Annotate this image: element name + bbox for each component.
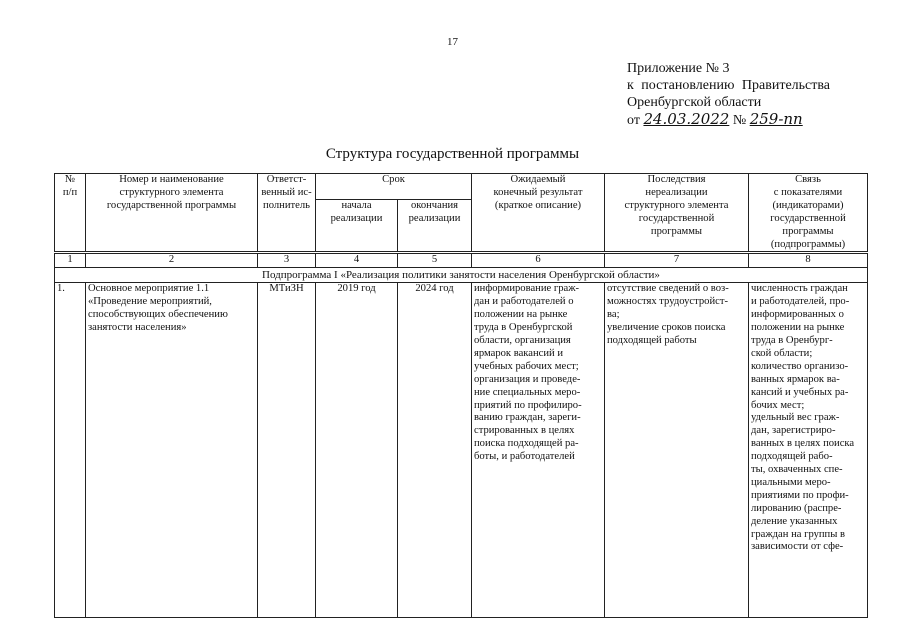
- text-line: государственной: [638, 212, 715, 224]
- text-line: информированных о: [751, 309, 844, 321]
- text-line: ской области;: [751, 347, 813, 359]
- text-line: п/п: [62, 186, 78, 198]
- row-indicators: [749, 283, 868, 617]
- text-line: ние специальных меро-: [474, 386, 581, 398]
- text-line: организация и проведе-: [474, 373, 581, 385]
- row-responsible: МТиЗН: [258, 283, 316, 617]
- text-line: Основное мероприятие 1.1: [88, 283, 210, 295]
- text-line: боты, и работодателей: [474, 451, 575, 463]
- text-line: (краткое описание): [494, 199, 582, 211]
- column-number: 6: [472, 253, 605, 268]
- column-number: 3: [258, 253, 316, 268]
- text-line: государственной программы: [106, 199, 237, 211]
- text-line: отсутствие сведений о воз-: [607, 283, 729, 295]
- column-number: 4: [316, 253, 398, 268]
- header-name: [86, 174, 258, 253]
- row-start: 2019 год: [316, 283, 398, 617]
- text-line: с показателями: [773, 186, 843, 198]
- text-line: №: [64, 174, 76, 185]
- text-line: ванных в целях поиска: [751, 438, 855, 450]
- text-line: информирование граж-: [474, 283, 580, 295]
- row-name: [86, 283, 258, 617]
- text-line: реализации: [408, 213, 461, 225]
- column-number: 7: [605, 253, 749, 268]
- text-line: труда в Оренбургской: [474, 322, 573, 334]
- text-line: дан и работодателей о: [474, 296, 574, 308]
- text-line: поиска подходящей ра-: [474, 438, 579, 450]
- header-result: [472, 174, 605, 253]
- text-line: занятости населения»: [88, 322, 187, 334]
- text-line: и работодателей, про-: [751, 296, 850, 308]
- text-line: (подпрограммы): [770, 238, 846, 250]
- header-num: [55, 174, 86, 253]
- text-line: нереализации: [645, 186, 708, 198]
- text-line: Ответст-: [266, 174, 307, 185]
- text-line: бочих мест;: [751, 399, 805, 411]
- header-indicators: [749, 174, 868, 253]
- column-number: 1: [55, 253, 86, 268]
- text-line: увеличение сроков поиска: [607, 322, 726, 334]
- column-number: 8: [749, 253, 868, 268]
- text-line: деление указанных: [751, 515, 838, 527]
- row-result: [472, 283, 605, 617]
- text-line: дан, зарегистриро-: [751, 425, 836, 437]
- text-line: лированию (распре-: [751, 502, 842, 514]
- text-line: численность граждан: [751, 283, 848, 295]
- text-line: можностях трудоустройст-: [607, 296, 729, 308]
- text-line: приятий по профилиро-: [474, 399, 582, 411]
- text-line: положении на рынке: [751, 322, 845, 334]
- text-line: стрированных в целях: [474, 425, 575, 437]
- text-line: структурного элемента: [119, 186, 224, 198]
- handwritten-date: 24.03.2022: [643, 110, 730, 128]
- text-line: положении на рынке: [474, 309, 568, 321]
- text-line: конечный результат: [493, 186, 583, 198]
- text-line: государственной: [770, 212, 846, 224]
- text-line: ванных ярмарок ва-: [751, 373, 840, 385]
- row-end: 2024 год: [398, 283, 472, 617]
- header-start: [316, 200, 398, 253]
- program-structure-table: [54, 173, 868, 618]
- text-line: Номер и наименование: [119, 174, 224, 185]
- text-line: ва;: [607, 309, 620, 321]
- text-line: реализации: [330, 213, 383, 225]
- text-line: области, организация: [474, 334, 571, 346]
- column-number-row: [55, 253, 868, 268]
- text-line: (индикаторами): [772, 199, 844, 211]
- subprogram-title: Подпрограмма I «Реализация политики занятости населения Оренбургской области»: [55, 268, 868, 283]
- text-line: структурного элемента: [624, 199, 729, 211]
- header-consequences: [605, 174, 749, 253]
- number-prefix: №: [732, 113, 747, 128]
- annex-block: [627, 60, 830, 129]
- text-line: ванию граждан, зареги-: [474, 412, 581, 424]
- text-line: учебных рабочих мест;: [474, 360, 579, 372]
- text-line: «Проведение мероприятий,: [88, 296, 212, 308]
- text-line: граждан на группы в: [751, 528, 845, 540]
- document-title: Структура государственной программы: [325, 146, 580, 162]
- text-line: способствующих обеспечению: [88, 309, 228, 321]
- text-line: Последствия: [647, 174, 706, 185]
- column-number: 5: [398, 253, 472, 268]
- header-row-1: [55, 174, 868, 200]
- text-line: циальными меро-: [751, 476, 831, 488]
- handwritten-number: 259-пп: [749, 110, 803, 128]
- row-consequences: [605, 283, 749, 617]
- header-responsible: [258, 174, 316, 253]
- text-line: полнитель: [263, 199, 310, 211]
- text-line: Ожидаемый: [510, 174, 566, 185]
- header-end: [398, 200, 472, 253]
- text-line: зависимости от сфе-: [751, 541, 844, 553]
- date-prefix: от: [627, 113, 640, 128]
- text-line: ты, охваченных спе-: [751, 464, 843, 476]
- text-line: приятиями по профи-: [751, 489, 849, 501]
- text-line: ярмарок вакансий и: [474, 347, 564, 359]
- text-line: венный ис-: [261, 186, 312, 198]
- text-line: программы: [782, 225, 834, 237]
- text-line: программы: [650, 225, 703, 237]
- text-line: труда в Оренбург-: [751, 334, 833, 346]
- table-row: [55, 283, 868, 617]
- annex-line-2: к постановлению Правительства: [627, 78, 831, 93]
- annex-line-3: Оренбургской области: [627, 95, 762, 110]
- row-number: 1.: [55, 283, 86, 617]
- text-line: Связь: [795, 174, 821, 185]
- text-line: подходящей рабо-: [751, 451, 833, 463]
- text-line: начала: [341, 200, 372, 212]
- column-number: 2: [86, 253, 258, 268]
- text-line: кансий и учебных ра-: [751, 386, 849, 398]
- annex-date-line: [627, 111, 830, 129]
- text-line: количество организо-: [751, 360, 849, 372]
- text-line: удельный вес граж-: [751, 412, 840, 424]
- text-line: подходящей работы: [607, 334, 697, 346]
- text-line: окончания: [410, 200, 459, 212]
- annex-line-1: Приложение № 3: [627, 61, 730, 76]
- subprogram-row: [55, 268, 868, 283]
- header-term: Срок: [316, 174, 472, 200]
- page-number: 17: [447, 36, 458, 48]
